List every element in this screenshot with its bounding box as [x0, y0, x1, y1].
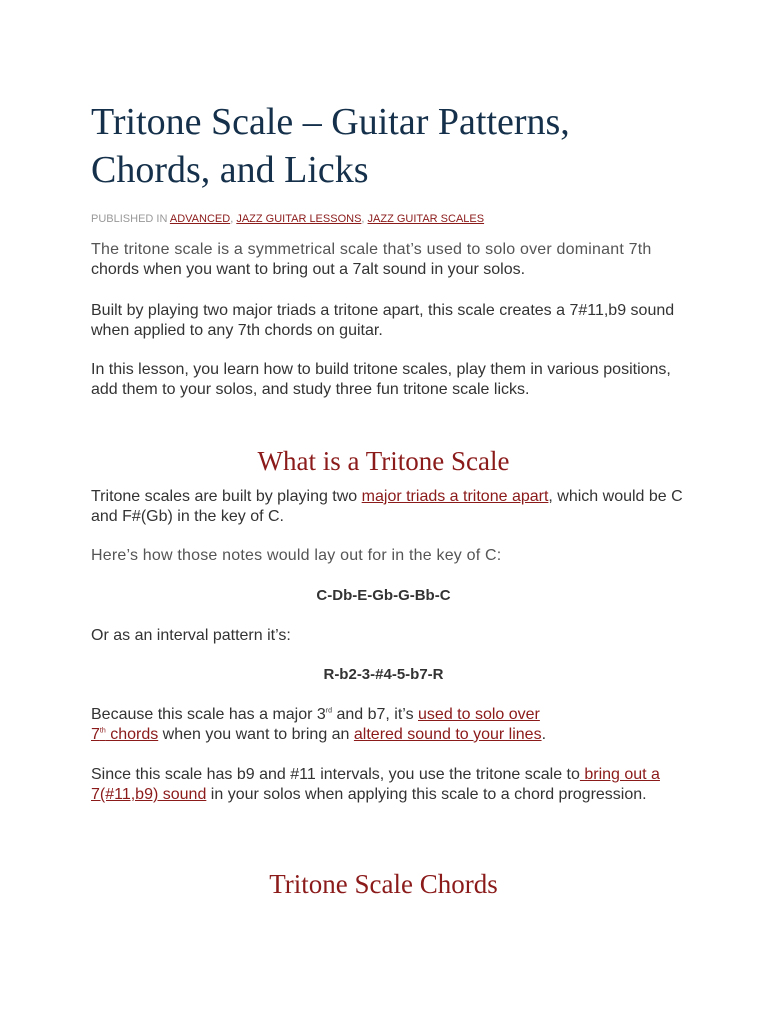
category-separator: , — [361, 213, 368, 225]
superscript-th: th — [99, 727, 106, 735]
section1-paragraph-3: Or as an interval pattern it’s: — [91, 627, 291, 644]
bring-out-sound-link[interactable]: bring out a 7(#11,b9) sound — [91, 766, 660, 803]
used-to-solo-link-part-3: chords — [105, 726, 159, 743]
section1-paragraph-2: Here’s how those notes would lay out for in the key of C: — [91, 547, 502, 564]
section1-p4-text-mid-2: when you want to bring an — [158, 726, 354, 743]
intro-paragraph-3: In this lesson, you learn how to build tritone scales, play them in various positions, add them to your solos, and study three fun tritone scale licks. — [91, 361, 671, 398]
page-title: Tritone Scale – Guitar Patterns, Chords, and Licks — [91, 101, 570, 191]
published-in-label: PUBLISHED IN — [91, 213, 168, 225]
post-meta — [91, 212, 484, 226]
category-link-jazz-guitar-scales[interactable]: JAZZ GUITAR SCALES — [367, 213, 485, 225]
category-link-advanced[interactable]: ADVANCED — [169, 213, 231, 225]
section1-paragraph-1 — [91, 487, 691, 527]
altered-sound-link[interactable]: altered sound to your lines — [353, 726, 542, 743]
section1-p4-text-before: Because this scale has a major 3 — [91, 706, 326, 723]
section-heading-chords: Tritone Scale Chords — [269, 869, 498, 899]
intro-paragraph-2: Built by playing two major triads a tritone apart, this scale creates a 7#11,b9 sound when applied to any 7th chords on guitar. — [91, 302, 675, 339]
used-to-solo-link-part-1: used to solo over — [418, 706, 540, 723]
superscript-rd: rd — [325, 707, 333, 715]
section1-paragraph-5 — [91, 765, 676, 805]
intro-paragraph-1-line-2: chords when you want to bring out a 7alt sound in your solos. — [91, 261, 526, 278]
intro-paragraph-1-line-1: The tritone scale is a symmetrical scale that’s used to solo over dominant 7th — [91, 241, 652, 258]
category-link-jazz-guitar-lessons[interactable]: JAZZ GUITAR LESSONS — [236, 213, 362, 225]
section1-p5-text-after: in your solos when applying this scale to a chord progression. — [206, 786, 647, 803]
section1-p4-text-end: . — [541, 726, 547, 743]
section1-paragraph-4 — [91, 705, 611, 745]
intro-paragraph-1 — [91, 240, 691, 280]
category-separator: , — [230, 213, 237, 225]
section1-p1-text-after: , which would be C and F#(Gb) in the key of C. — [91, 488, 683, 525]
section-heading-what-is: What is a Tritone Scale — [257, 446, 510, 476]
used-to-solo-link-part-2: 7 — [91, 726, 100, 743]
scale-notes: C-Db-E-Gb-G-Bb-C — [316, 587, 451, 604]
section1-p4-text-mid: and b7, it’s — [332, 706, 419, 723]
section1-p5-text-before: Since this scale has b9 and #11 intervals, you use the tritone scale to — [91, 766, 580, 783]
major-triads-link[interactable]: major triads a tritone apart — [361, 488, 549, 505]
section1-p1-text-before: Tritone scales are built by playing two — [91, 488, 362, 505]
scale-intervals: R-b2-3-#4-5-b7-R — [323, 666, 444, 683]
